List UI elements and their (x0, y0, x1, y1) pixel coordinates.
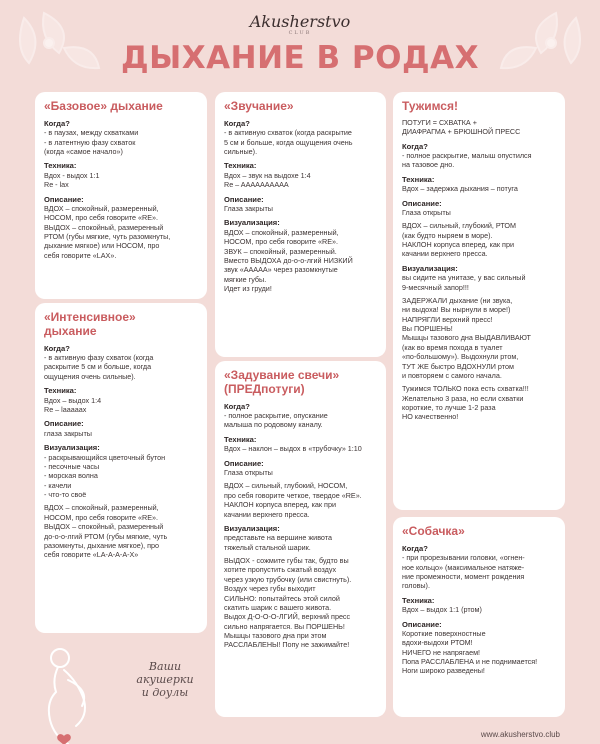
when-label: Когда? (44, 118, 70, 128)
when-label: Когда? (402, 141, 428, 151)
when-label: Когда? (402, 543, 428, 553)
when-label: Когда? (224, 118, 250, 128)
description-label: Описание: (224, 458, 264, 468)
description-label: Описание: (402, 619, 442, 629)
visualization-label: Визуализация: (402, 263, 458, 273)
description-label: Описание: (224, 194, 264, 204)
card-intensive-breathing: «Интенсивное» дыхание Когда? - в активную фазу схваток (когда раскрытие 5 см и больше, когда ощущения очень сильные). Техника: Вдох – выдох 1:4 Re – laaaaax Описание: глаза закрыты Визуализация: - раскрывающийся цветочный бутон - песочные часы - морская волна - качели - что-то своё ВДОХ – спокойный, размеренный, НОСОМ, про себя говорите «RE». ВЫДОХ – спокойный, размеренный до-о-о-лгий РТОМ (губы мягкие, чуть разомкнуты, дыхание мягкое), про себя говорите «LA-A-A-A-X» (35, 303, 207, 633)
when-label: Когда? (224, 401, 250, 411)
footer-website: www.akusherstvo.club (480, 730, 560, 739)
description-label: Описание: (402, 198, 442, 208)
technique-label: Техника: (224, 434, 257, 444)
technique-label: Техника: (224, 161, 257, 171)
card-sound-breathing: «Звучание» Когда? - в активную схваток (когда раскрытие 5 см и больше, когда ощущения очень сильные). Техника: Вдох – звук на выдохе 1:4 Re – AAAAAAAAAA Описание: Глаза закрыты Визуализация: ВДОХ – спокойный, размеренный, НОСОМ, про себя говорите «RE». ЗВУК – спокойный, размеренный. Вместо ВЫДОХА до-о-о-лгий НИЗКИЙ звук «ААААА» через разомкнутые мягкие губы. Идет из груди! (215, 92, 386, 357)
when-label: Когда? (44, 343, 70, 353)
signature: Ваши акушерки и доулы (136, 660, 194, 700)
card-title: «Задувание свечи» (ПРЕДпотуги) (224, 368, 340, 396)
card-pushing: Тужимся! ПОТУГИ = СХВАТКА + ДИАФРАГМА + БРЮШНОЙ ПРЕСС Когда? - полное раскрытие, малыш опустился на тазовое дно. Техника: Вдох – задержка дыхания – потуга Описание: Глаза открыты ВДОХ – сильный, глубокий, РТОМ (как будто ныряем в море). НАКЛОН корпуса вперед, как при качании верхнего пресса. Визуализация: вы сидите на унитазе, у вас сильный 9-месячный запор!!! ЗАДЕРЖАЛИ дыхание (ни звука, ни выдоха! Вы нырнули в море!) НАПРЯГЛИ верхний пресс! Вы ПОРШЕНЬ! Мышцы тазового дна ВЫДАВЛИВАЮТ (как во время похода в туалет «по-большому»). Выдохнули ртом, ТУТ ЖЕ быстро ВДОХНУЛИ ртом и повторяем с самого начала. Тужимся ТОЛЬКО пока есть схватка!!! Желательно 3 раза, но если схватки короткие, то лучше 1-2 раза НО качественно! (393, 92, 565, 510)
page-title: ДЫХАНИЕ В РОДАХ (121, 40, 479, 76)
description-label: Описание: (44, 194, 84, 204)
visualization-label: Визуализация: (44, 443, 100, 453)
card-title: «Собачка» (402, 524, 465, 538)
card-title: «Интенсивное» дыхание (44, 310, 136, 338)
visualization-label: Визуализация: (224, 218, 280, 228)
pregnant-woman-icon (28, 640, 118, 744)
technique-label: Техника: (44, 161, 77, 171)
technique-label: Техника: (44, 386, 77, 396)
card-dog-breathing: «Собачка» Когда? - при прорезывании головки, «огнен- ное кольцо» (максимальное натяже- ние промежности, момент рождения головы). Техника: Вдох – выдох 1:1 (ртом) Описание: Короткие поверхностные вдохи-выдохи РТОМ! НИЧЕГО не напрягаем! Попа РАССЛАБЛЕНА и не поднимается! Ноги широко разведены! (393, 517, 565, 717)
card-title: «Базовое» дыхание (44, 99, 163, 113)
technique-label: Техника: (402, 174, 435, 184)
card-title: «Звучание» (224, 99, 294, 113)
visualization-label: Визуализация: (224, 523, 280, 533)
description-label: Описание: (44, 419, 84, 429)
card-candle-breathing: «Задувание свечи» (ПРЕДпотуги) Когда? - полное раскрытие, опускание малыша по родовому каналу. Техника: Вдох – наклон – выдох в «трубочку» 1:10 Описание: Глаза открыты ВДОХ – сильный, глубокий, НОСОМ, про себя говорите четкое, твердое «RE». НАКЛОН корпуса вперед, как при качании верхнего пресса. Визуализация: представьте на вершине живота тяжелый стальной шарик. ВЫДОХ - сожмите губы так, будто вы хотите пропустить сжатый воздух через узкую трубочку (или свистнуть). Воздух через губы выходит СИЛЬНО: попытайтесь этой силой скатить шарик с вашего живота. Выдох Д-О-О-О-ЛГИЙ, верхний пресс сильно напрягается. Вы ПОРШЕНЬ! Мышцы тазового дна при этом РАССЛАБЛЕНЫ! Попу не зажимайте! (215, 361, 386, 717)
card-basic-breathing: «Базовое» дыхание Когда? - в паузах, между схватками - в латентную фазу схваток (когда «самое начало») Техника: Вдох - выдох 1:1 Re - lax Описание: ВДОХ – спокойный, размеренный, НОСОМ, про себя говорите «RE». ВЫДОХ – спокойный, размеренный РТОМ (губы мягкие, чуть разомкнуты, дыхание мягкое) или НОСОМ, про себя говорите «LAX». (35, 92, 207, 299)
logo: Akusherstvo CLUB (249, 12, 351, 36)
card-title: Тужимся! (402, 99, 458, 113)
technique-label: Техника: (402, 595, 435, 605)
